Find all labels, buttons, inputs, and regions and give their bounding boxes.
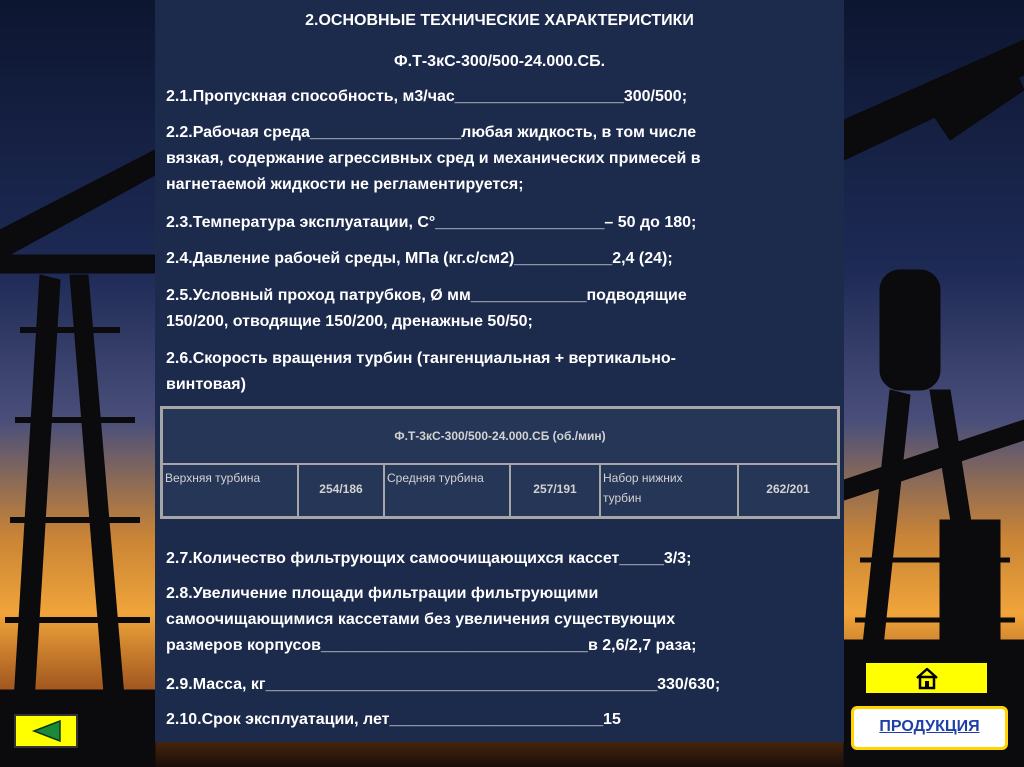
table-cell-label-line1: Набор нижних <box>603 471 683 485</box>
table-header: Ф.Т-3кС-300/500-24.000.СБ (об./мин) <box>162 408 838 464</box>
spec-2-2-line2: вязкая, содержание агрессивных сред и механических примесей в <box>166 150 701 167</box>
specs-panel <box>155 0 844 742</box>
spec-2-6-line2: винтовая) <box>166 376 246 393</box>
products-button[interactable] <box>851 706 1008 750</box>
spec-2-4: 2.4.Давление рабочей среды, МПа (кг.с/см2)___________2,4 (24); <box>166 250 673 267</box>
table-cell-label-line2: турбин <box>603 491 642 505</box>
spec-2-5-line1: 2.5.Условный проход патрубков, Ø мм_____________подводящие <box>166 287 687 304</box>
spec-2-8-line1: 2.8.Увеличение площади фильтрации фильтрующими <box>166 585 599 602</box>
back-button[interactable] <box>14 714 78 748</box>
spec-2-7: 2.7.Количество фильтрующих самоочищающихся кассет_____3/3; <box>166 550 692 567</box>
spec-2-5-line2: 150/200, отводящие 150/200, дренажные 50/50; <box>166 313 533 330</box>
spec-2-1: 2.1.Пропускная способность, м3/час___________________300/500; <box>166 88 688 105</box>
table-cell-label <box>600 464 738 517</box>
home-icon <box>914 665 940 691</box>
spec-2-9: 2.9.Масса, кг____________________________________________330/630; <box>166 676 721 693</box>
table-cell-label: Средняя турбина <box>384 464 510 517</box>
products-button-label: ПРОДУКЦИЯ <box>879 718 980 735</box>
spec-2-2-line3: нагнетаемой жидкости не регламентируется; <box>166 176 524 193</box>
table-cell-value: 257/191 <box>510 464 600 517</box>
spec-2-8-line2: самоочищающимися кассетами без увеличения существующих <box>166 611 676 628</box>
table-cell-value: 254/186 <box>298 464 384 517</box>
spec-2-10: 2.10.Срок эксплуатации, лет________________________15 <box>166 711 621 728</box>
spec-2-3: 2.3.Температура эксплуатации, С°___________________– 50 до 180; <box>166 214 697 231</box>
turbine-speed-table <box>160 406 840 519</box>
model-title: Ф.Т-3кС-300/500-24.000.СБ. <box>393 53 606 70</box>
page-title: 2.ОСНОВНЫЕ ТЕХНИЧЕСКИЕ ХАРАКТЕРИСТИКИ <box>305 12 694 29</box>
table-cell-label: Верхняя турбина <box>162 464 298 517</box>
spec-2-8-line3: размеров корпусов______________________________в 2,6/2,7 раза; <box>166 637 697 654</box>
table-cell-value: 262/201 <box>738 464 838 517</box>
left-arrow-icon <box>16 716 76 746</box>
home-button[interactable] <box>866 663 987 693</box>
spec-2-2-line1: 2.2.Рабочая среда_________________любая жидкость, в том числе <box>166 124 697 141</box>
spec-2-6-line1: 2.6.Скорость вращения турбин (тангенциальная + вертикально- <box>166 350 676 367</box>
